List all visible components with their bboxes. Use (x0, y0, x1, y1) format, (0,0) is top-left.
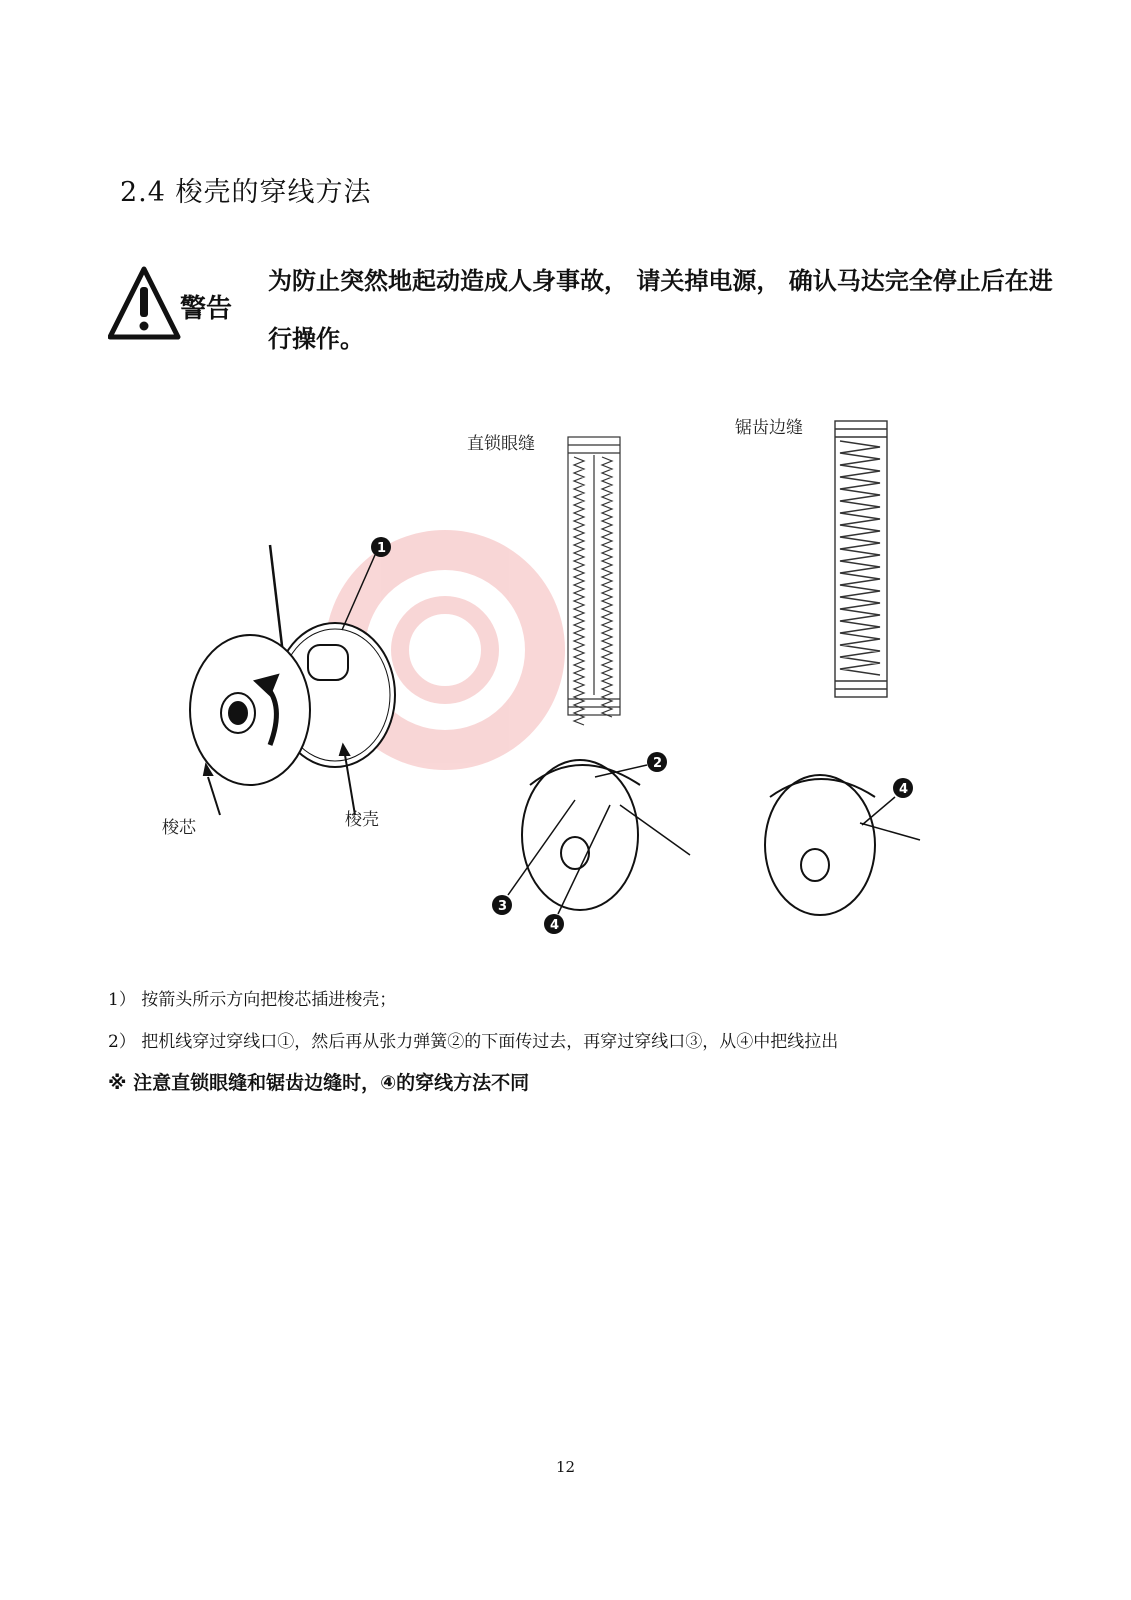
straight-stitch-sample (568, 437, 620, 725)
page-number: 12 (555, 1458, 576, 1476)
warning-sign (108, 265, 243, 345)
straight-stitch-label: 直锁眼缝 (467, 434, 535, 454)
bobbin-label: 梭芯 (162, 818, 196, 838)
warning-text: 为防止突然地起动造成人身事故， 请关掉电源， 确认马达完全停止后在进行操作。 (268, 267, 1053, 353)
bobbin-threading-figure (150, 405, 950, 960)
svg-text:4: 4 (899, 782, 909, 797)
zigzag-stitch-label: 锯齿边缝 (735, 418, 803, 438)
svg-text:3: 3 (498, 899, 508, 914)
step-1: 1） 按箭头所示方向把梭芯插进梭壳； (108, 990, 397, 1010)
svg-text:2: 2 (653, 756, 663, 771)
step-2: 2） 把机线穿过穿线口①，然后再从张力弹簧②的下面传过去，再穿过穿线口③，从④中把线拉出 (108, 1032, 839, 1052)
bobbin-case-detail-right (765, 775, 920, 915)
bobbin-case-detail-left (522, 760, 690, 910)
warning-label: 警告 (180, 294, 233, 324)
bobbin-case-label: 梭壳 (345, 810, 379, 830)
svg-text:4: 4 (550, 918, 560, 933)
threading-note: ※ 注意直锁眼缝和锯齿边缝时，④的穿线方法不同 (108, 1072, 530, 1094)
marker-4b (862, 778, 913, 825)
zigzag-stitch-sample (835, 421, 887, 697)
section-title: 2.4 梭壳的穿线方法 (120, 177, 372, 208)
svg-text:1: 1 (377, 541, 387, 556)
